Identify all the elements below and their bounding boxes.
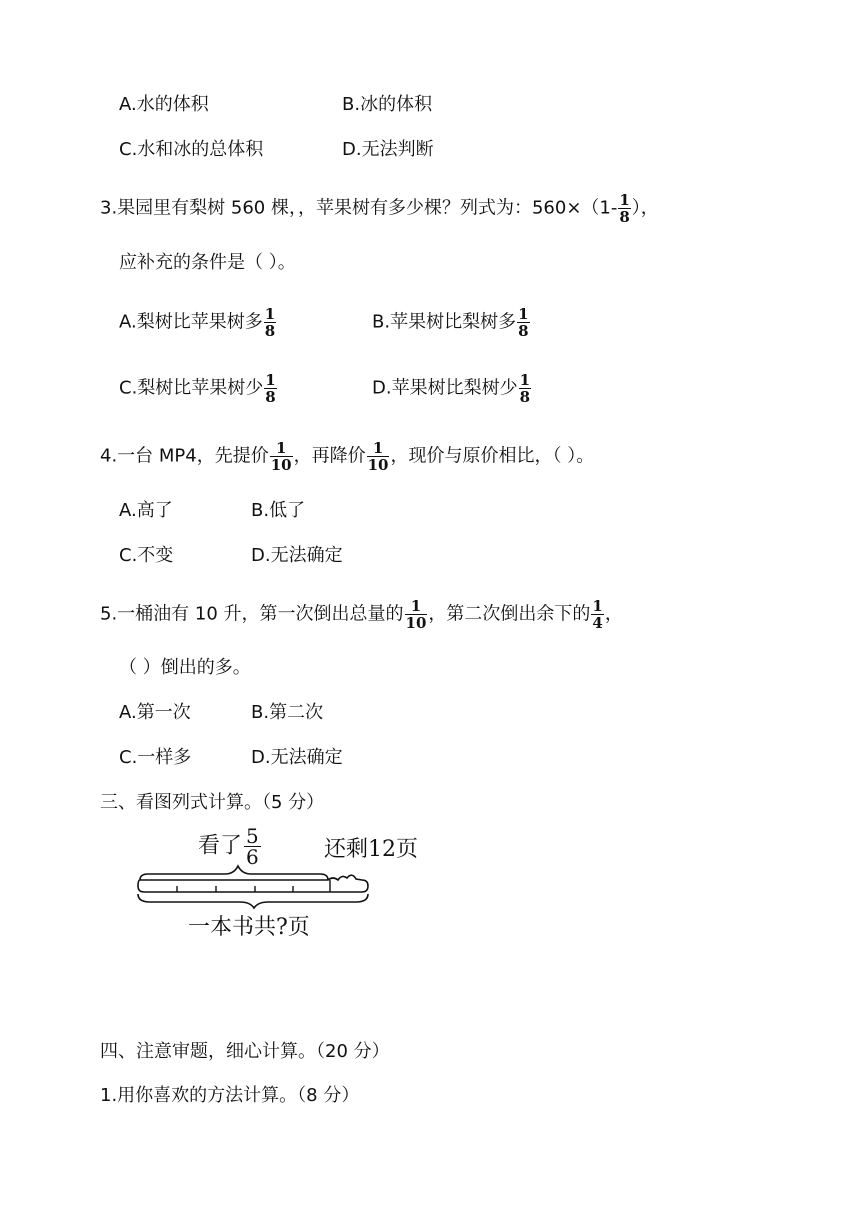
fraction-numerator: 1 <box>265 371 276 389</box>
fraction-denominator: 8 <box>619 208 630 226</box>
q3-option-d-text: D.苹果树比梨树少 <box>372 377 518 399</box>
q4-option-b: B.低了 <box>251 500 306 521</box>
q5-stem-text: 5.一桶油有 10 升，第一次倒出总量的 <box>100 603 404 625</box>
q2-option-d: D.无法判断 <box>342 139 434 160</box>
bottom-brace <box>138 894 368 908</box>
q5-stem <box>100 598 623 631</box>
section4-heading: 四、注意审题，细心计算。（20 分） <box>100 1041 390 1062</box>
section3-heading: 三、看图列式计算。（5 分） <box>100 792 325 813</box>
book-bar <box>138 875 368 892</box>
fraction-numerator: 5 <box>246 824 259 848</box>
fraction-denominator: 6 <box>246 845 259 869</box>
q3-stem <box>100 192 659 225</box>
q3-option-c-fraction <box>264 372 276 405</box>
q4-option-a: A.高了 <box>119 500 173 521</box>
q4-stem-text: 4.一台 MP4，先提价 <box>100 445 269 467</box>
book-brace-diagram <box>130 862 380 910</box>
q3-option-c-text: C.梨树比苹果树少 <box>119 377 264 399</box>
q4-fraction-1 <box>270 440 293 473</box>
q2-option-b: B.冰的体积 <box>342 94 433 115</box>
fraction-numerator: 1 <box>519 371 531 389</box>
q3-stem-end: ）， <box>631 197 659 219</box>
q3-option-d-fraction <box>519 372 531 405</box>
fraction-numerator: 1 <box>367 440 390 457</box>
q4-stem-mid: ，再降价 <box>293 445 366 467</box>
q4-fraction-2 <box>367 440 390 473</box>
q3-option-b <box>372 306 531 339</box>
q5-option-d: D.无法确定 <box>251 747 343 768</box>
q5-fraction-2 <box>591 598 603 631</box>
q5-option-b: B.第二次 <box>251 702 324 723</box>
q5-option-a: A.第一次 <box>119 702 191 723</box>
section4-sub1: 1.用你喜欢的方法计算。（8 分） <box>100 1085 360 1106</box>
fraction-denominator: 10 <box>270 456 292 474</box>
q3-stem-fraction <box>618 192 630 225</box>
top-brace <box>140 866 328 880</box>
figure-remain-label: 还剩12页 <box>324 837 418 862</box>
q5-stem-line2: （ ）倒出的多。 <box>119 657 251 678</box>
fraction-numerator: 1 <box>518 305 529 323</box>
q4-option-c: C.不变 <box>119 545 174 566</box>
q5-fraction-1 <box>405 598 428 631</box>
q3-option-b-fraction <box>517 306 529 339</box>
fraction-numerator: 1 <box>405 598 428 615</box>
q3-stem-line2: 应补充的条件是（ ）。 <box>119 252 296 273</box>
q5-stem-mid: ，第二次倒出余下的 <box>428 603 591 625</box>
q3-option-a <box>119 306 277 339</box>
q3-option-c <box>119 372 278 405</box>
q4-stem <box>100 440 594 473</box>
fraction-denominator: 10 <box>405 614 427 632</box>
figure-read-text: 看了 <box>198 833 243 859</box>
fraction-numerator: 1 <box>619 191 630 209</box>
q3-option-b-text: B.苹果树比梨树多 <box>372 311 517 333</box>
q3-stem-text: 3.果园里有梨树 560 棵，，苹果树有多少棵？列式为：560×（1- <box>100 197 618 219</box>
q4-stem-end: ，现价与原价相比，（ ）。 <box>390 445 595 467</box>
fraction-numerator: 1 <box>264 305 276 323</box>
fraction-numerator: 1 <box>270 440 293 457</box>
fraction-denominator: 8 <box>518 322 529 340</box>
q5-stem-end: ， <box>604 603 623 625</box>
fraction-denominator: 4 <box>592 614 603 632</box>
fraction-denominator: 8 <box>264 322 276 340</box>
q3-option-a-fraction <box>264 306 276 339</box>
q4-option-d: D.无法确定 <box>251 545 343 566</box>
q2-option-c: C.水和冰的总体积 <box>119 139 264 160</box>
fraction-denominator: 8 <box>265 388 276 406</box>
fraction-denominator: 8 <box>519 388 531 406</box>
q5-option-c: C.一样多 <box>119 747 192 768</box>
q3-option-a-text: A.梨树比苹果树多 <box>119 311 263 333</box>
q3-option-d <box>372 372 532 405</box>
fraction-denominator: 10 <box>367 456 389 474</box>
figure-read-fraction <box>244 826 261 867</box>
figure-read-label <box>198 826 261 867</box>
q2-option-a: A.水的体积 <box>119 94 209 115</box>
figure-total-label: 一本书共?页 <box>188 915 310 940</box>
fraction-numerator: 1 <box>592 597 603 615</box>
